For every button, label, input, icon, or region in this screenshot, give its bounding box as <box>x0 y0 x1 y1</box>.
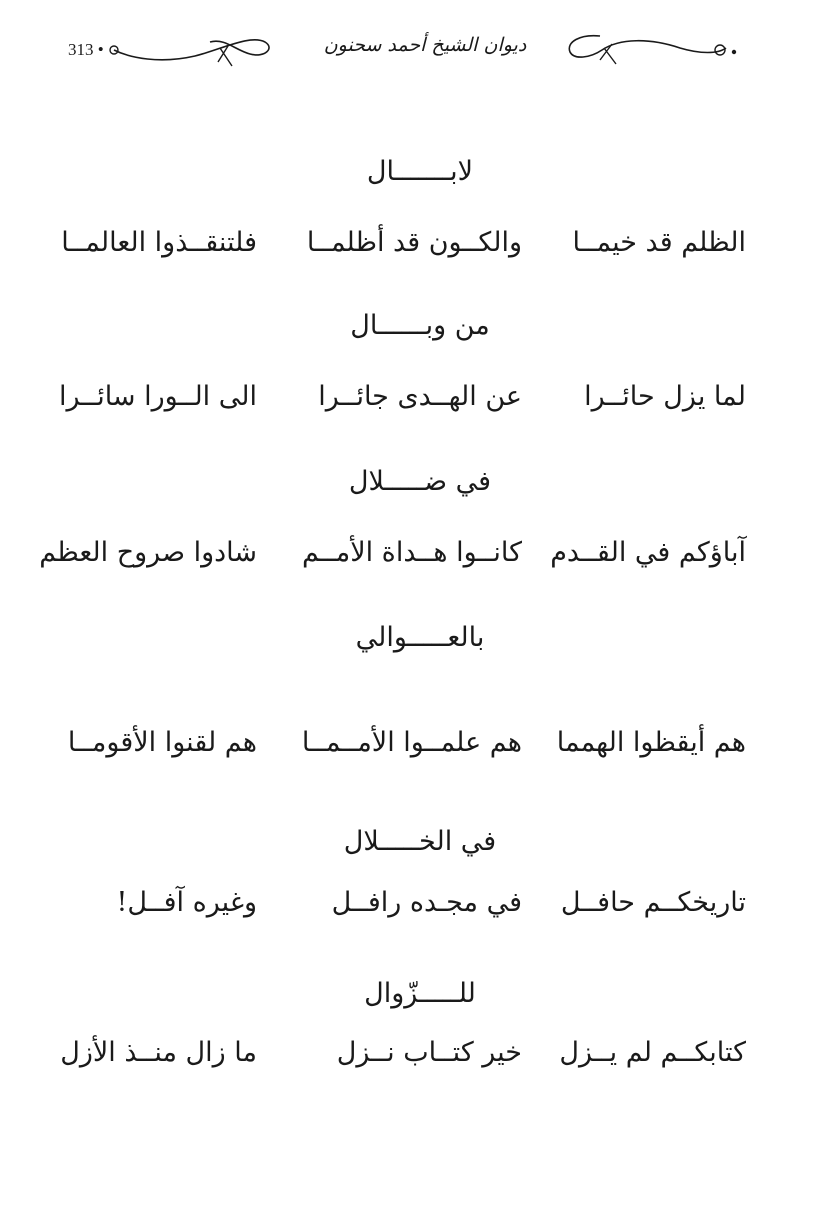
hemistich: فلتنقــذوا العالمــا <box>61 227 257 258</box>
flourish-ornament-icon <box>560 28 740 68</box>
hemistich: وغيره آفــل! <box>116 887 257 918</box>
page-number: 313 • <box>68 40 104 59</box>
stanza <box>0 820 822 928</box>
hemistich: هم لقنوا الأقومــا <box>67 727 257 758</box>
refrain: في الخـــــلال <box>343 826 497 857</box>
stanza <box>0 304 822 422</box>
verse-line <box>0 718 822 768</box>
stanza <box>0 616 822 768</box>
running-title: ديوان الشيخ أحمد سحنون <box>323 34 527 56</box>
hemistich: كانــوا هــداة الأمــم <box>301 537 522 568</box>
hemistich: في مجـده رافــل <box>331 887 522 918</box>
hemistich: عن الهــدى جائــرا <box>318 381 522 412</box>
verse-line <box>0 372 822 422</box>
verse-line <box>0 878 822 928</box>
refrain: بالعـــــوالي <box>355 622 485 653</box>
page-header <box>0 22 822 72</box>
refrain: في ضـــــلال <box>348 466 492 497</box>
refrain: من وبــــــال <box>350 310 490 341</box>
hemistich: والكــون قد أظلمــا <box>306 227 522 258</box>
hemistich: خير كتــاب نــزل <box>336 1037 522 1068</box>
verse-line <box>0 528 822 578</box>
flourish-ornament-icon <box>100 28 275 68</box>
verse-line <box>0 218 822 268</box>
hemistich: ما زال منــذ الأزل <box>60 1037 257 1068</box>
refrain: لابـــــــال <box>366 156 474 187</box>
refrain: للـــــزّوال <box>364 978 476 1009</box>
hemistich: لما يزل حائــرا <box>584 381 746 412</box>
hemistich: الظلم قد خيمــا <box>572 227 746 258</box>
hemistich: آباؤكم في القــدم <box>550 537 746 568</box>
hemistich: كتابكــم لم يــزل <box>559 1037 746 1068</box>
hemistich: تاريخكــم حافــل <box>560 887 746 918</box>
hemistich: هم أيقظوا الهمما <box>556 727 746 758</box>
hemistich: هم علمــوا الأمــمــا <box>301 727 522 758</box>
stanza <box>0 460 822 578</box>
stanza <box>0 150 822 268</box>
hemistich: الى الــورا سائــرا <box>58 381 257 412</box>
hemistich: شادوا صروح العظم <box>39 537 257 568</box>
stanza <box>0 972 822 1078</box>
verse-line <box>0 1028 822 1078</box>
